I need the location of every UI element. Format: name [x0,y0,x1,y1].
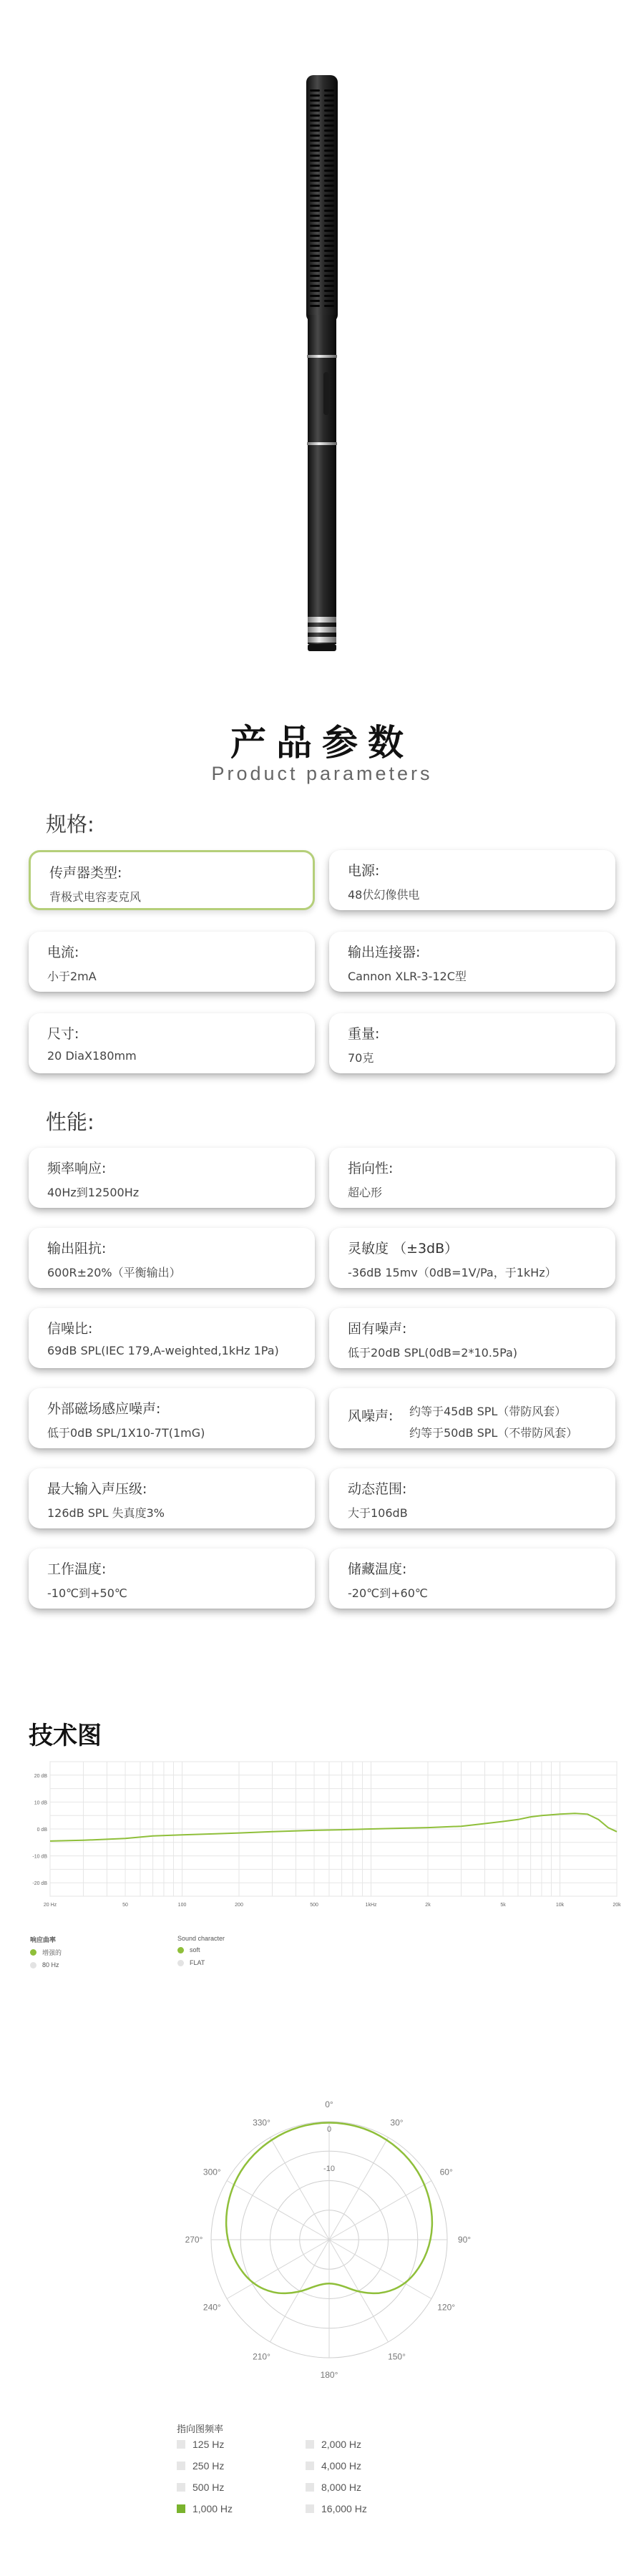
x-tick-label: 1kHz [365,1903,377,1908]
grille-slot [324,300,334,302]
grille-slot [310,195,320,197]
perf-value: -20℃到+60℃ [348,1586,428,1600]
perf-label: 指向性: [348,1161,394,1176]
legend-item[interactable] [177,1956,225,1969]
grille-slot [310,220,320,222]
grille-slot [324,285,334,287]
grille-slot [324,205,334,207]
perf-card-snr[interactable] [29,1308,315,1368]
spec-card-connector[interactable] [329,932,615,992]
ring-label: -10 [323,2165,335,2173]
y-tick-label: 20 dB [34,1773,47,1779]
grille-slot [310,255,320,257]
polar-spoke [227,2240,329,2299]
checkbox-icon [177,2462,185,2470]
perf-label: 信噪比: [47,1321,93,1337]
checkbox-checked-icon [177,2504,185,2513]
spec-value: Cannon XLR-3-12C型 [348,970,467,983]
perf-card-wind-noise[interactable] [329,1388,615,1448]
tech-heading: 技术图 [29,1722,102,1750]
grille-slot [324,295,334,297]
legend-label: FLAT [190,1959,205,1966]
perf-value: 126dB SPL 失真度3% [47,1506,165,1520]
spec-label: 电源: [348,863,380,879]
grille-slot [324,250,334,252]
y-tick-label: -20 dB [32,1881,47,1887]
spec-card-current[interactable] [29,932,315,992]
checkbox-icon [306,2440,314,2449]
perf-label: 频率响应: [47,1161,107,1176]
perf-label: 固有噪声: [348,1321,407,1337]
page-subtitle: Product parameters [211,763,433,784]
legend-item[interactable] [30,1946,62,1958]
legend-label: 80 Hz [42,1961,59,1968]
grille-slot [324,190,334,192]
polar-freq-label: 2,000 Hz [321,2439,362,2450]
polar-freq-option[interactable] [177,2482,224,2493]
grille-slot [310,285,320,287]
grille-slot [310,114,320,117]
grille-slot [324,125,334,127]
angle-label: 60° [439,2167,453,2177]
perf-value: 超心形 [348,1186,383,1199]
spec-label: 电流: [47,945,79,960]
perf-label: 输出阻抗: [47,1241,107,1257]
angle-label: 180° [320,2370,338,2380]
grille-slot [310,290,320,292]
polar-freq-option[interactable] [306,2482,361,2493]
grille-slot [310,109,320,112]
grille-slot [324,275,334,277]
grille-slot [324,160,334,162]
legend-item[interactable] [177,1943,225,1956]
grille-slot [324,260,334,262]
grille-slot [324,290,334,292]
spec-card-power[interactable] [329,850,615,910]
perf-value: 600R±20%（平衡输出） [47,1266,181,1279]
legend-title: 响应曲率 [30,1936,57,1943]
grille-slot [310,135,320,137]
grille-slot [310,125,320,127]
grille-slot [310,180,320,182]
grille-slot [324,230,334,232]
grille-slot [324,155,334,157]
perf-card-frequency[interactable] [29,1148,315,1208]
grille-slot [310,260,320,262]
perf-value: -36dB 15mv（0dB=1V/Pa，于1kHz） [348,1266,557,1279]
perf-card-operating-temp[interactable] [29,1548,315,1609]
spec-card-size[interactable] [29,1013,315,1073]
grille-slot [310,130,320,132]
legend-label: soft [190,1946,200,1953]
grille-slot [310,185,320,187]
spec-label: 传声器类型: [49,865,122,881]
polar-spoke [329,2137,389,2240]
polar-freq-option[interactable] [306,2503,367,2514]
perf-label: 灵敏度 （±3dB） [348,1241,459,1257]
grille-slot [310,270,320,272]
polar-freq-option[interactable] [177,2439,224,2450]
grille-slot [310,205,320,207]
radio-off-icon [30,1962,36,1968]
spec-value: 48伏幻像供电 [348,888,420,902]
grille-slot [324,99,334,102]
perf-value: 大于106dB [348,1506,408,1520]
grille-slot [324,135,334,137]
grille-slot [310,155,320,157]
grille-slot [324,130,334,132]
x-tick-label: 10k [555,1903,565,1908]
angle-label: 90° [457,2235,472,2245]
grille-slot [310,165,320,167]
grille-slot [310,200,320,202]
checkbox-icon [306,2462,314,2470]
perf-label: 最大输入声压级: [47,1481,147,1497]
grille-slot [310,240,320,242]
grille-slot [310,275,320,277]
grille-slot [324,255,334,257]
grille-slot [324,140,334,142]
grille-slot [324,305,334,307]
polar-freq-label: 4,000 Hz [321,2460,362,2472]
ring-label: 0 [326,2125,332,2134]
spec-card-weight[interactable] [329,1013,615,1073]
perf-value: -10℃到+50℃ [47,1586,127,1600]
perf-card-storage-temp[interactable] [329,1548,615,1609]
grille-slot [324,215,334,217]
x-tick-label: 20k [613,1903,621,1908]
perf-value-line1: 约等于45dB SPL（带防风套） [409,1405,567,1418]
grille-slot [324,94,334,97]
x-tick-label: 2k [425,1903,431,1908]
grille-slot [310,175,320,177]
perf-label: 工作温度: [47,1561,107,1577]
grille-slot [324,245,334,247]
grille-slot [310,300,320,302]
perf-card-self-noise[interactable] [329,1308,615,1368]
grille-slot [310,119,320,122]
x-tick-label: 5k [500,1903,506,1908]
angle-label: 330° [253,2117,270,2128]
grille-slot [324,165,334,167]
y-tick-label: 10 dB [34,1800,47,1806]
angle-label: 240° [203,2302,221,2313]
polar-freq-label: 16,000 Hz [321,2503,367,2514]
angle-label: 210° [253,2351,270,2362]
polar-spoke [270,2137,330,2240]
grille-slot [324,220,334,222]
grille-slot [324,175,334,177]
y-tick-label: 0 dB [36,1828,47,1833]
perf-value-line2: 约等于50dB SPL（不带防风套） [409,1426,578,1440]
polar-freq-label: 125 Hz [192,2439,225,2450]
checkbox-icon [177,2440,185,2449]
legend-label: 增强的 [42,1948,62,1956]
grille-slot [310,230,320,232]
spec-value: 小于2mA [47,970,97,983]
perf-card-sensitivity[interactable] [329,1228,615,1288]
grille-slot [324,185,334,187]
angle-label: 120° [437,2302,456,2313]
perf-value: 69dB SPL(IEC 179,A-weighted,1kHz 1Pa) [47,1344,279,1357]
polar-pattern-chart [179,2089,479,2390]
polar-freq-label: 1,000 Hz [192,2503,233,2514]
response-legend [30,1935,62,1971]
grille-slot [324,104,334,107]
grille-slot [310,150,320,152]
angle-label: 270° [185,2235,203,2245]
grille-slot [324,195,334,197]
grille-slot [324,170,334,172]
grille-slot [324,280,334,282]
grille-slot [310,280,320,282]
angle-label: 30° [390,2117,404,2128]
radio-off-icon [177,1960,184,1966]
grille-slot [324,210,334,212]
grille-slot [324,145,334,147]
spec-heading: 规格: [46,812,94,836]
perf-heading: 性能: [46,1110,94,1134]
polar-freq-option[interactable] [306,2439,361,2450]
x-tick-label: 50 [122,1903,128,1908]
perf-label: 外部磁场感应噪声: [47,1401,161,1417]
grille-slot [324,150,334,152]
perf-label: 动态范围: [348,1481,407,1497]
legend-item[interactable] [30,1958,62,1971]
grille-slot [310,99,320,102]
grille-slot [310,104,320,107]
grille-slot [310,245,320,247]
x-tick-label: 20 Hz [43,1903,57,1908]
grille-slot [324,265,334,267]
page-title: 产品参数 [230,722,414,763]
perf-card-polar-pattern[interactable] [329,1148,615,1208]
grille-slot [324,180,334,182]
grille-slot [310,235,320,237]
angle-label: 150° [388,2351,406,2362]
polar-freq-option[interactable] [306,2460,361,2472]
perf-label: 储藏温度: [348,1561,407,1577]
grille-slot [324,240,334,242]
spec-card-mic-type[interactable] [29,850,315,910]
grille-slot [324,270,334,272]
grille-slot [310,140,320,142]
grille-slot [310,295,320,297]
grille-slot [324,109,334,112]
grille-slot [310,94,320,97]
spec-label: 尺寸: [47,1026,79,1042]
grille-slot [324,119,334,122]
perf-card-magnetic-noise[interactable] [29,1388,315,1448]
checkbox-icon [306,2504,314,2513]
polar-freq-option[interactable] [177,2503,233,2514]
legend-title: Sound character [177,1935,225,1942]
polar-spoke [329,2240,431,2299]
perf-card-max-spl[interactable] [29,1468,315,1528]
perf-value: 低于0dB SPL/1X10-7T(1mG) [47,1426,205,1440]
grille-slot [310,170,320,172]
polar-freq-option[interactable] [177,2460,224,2472]
spec-value: 70克 [348,1051,374,1065]
spec-label: 重量: [348,1026,380,1042]
polar-freq-label: 8,000 Hz [321,2482,362,2493]
angle-label: 300° [203,2167,221,2177]
perf-value: 40Hz到12500Hz [47,1186,140,1199]
y-tick-label: -10 dB [32,1854,47,1860]
x-tick-label: 500 [310,1903,318,1908]
polar-freq-label: 250 Hz [192,2460,225,2472]
polar-spoke [227,2181,329,2240]
grille-slot [310,305,320,307]
spec-value: 背极式电容麦克风 [49,890,142,904]
grille-slot [310,265,320,267]
perf-card-impedance[interactable] [29,1228,315,1288]
checkbox-icon [177,2483,185,2492]
x-tick-label: 200 [235,1903,243,1908]
perf-card-dynamic-range[interactable] [329,1468,615,1528]
radio-on-icon [30,1949,36,1956]
grille-slot [310,190,320,192]
perf-value: 低于20dB SPL(0dB=2*10.5Pa) [348,1346,518,1360]
spec-value: 20 DiaX180mm [47,1049,137,1063]
grille-slot [324,235,334,237]
polar-spoke [329,2181,431,2240]
grille-slot [324,89,334,92]
sound-character-legend [177,1935,225,1969]
polar-freq-label: 500 Hz [192,2482,225,2493]
perf-label: 风噪声: [348,1408,394,1424]
x-tick-label: 100 [177,1903,187,1908]
frequency-response-chart [29,1753,623,1918]
polar-frequency-title: 指向图频率 [177,2424,224,2435]
grille-slot [310,250,320,252]
grille-slot [324,225,334,227]
grille-slot [324,200,334,202]
grille-slot [324,114,334,117]
spec-label: 输出连接器: [348,945,421,960]
grille-slot [310,215,320,217]
grille-slot [310,210,320,212]
grille-slot [310,145,320,147]
grille-slot [310,160,320,162]
angle-label: 0° [325,2099,333,2109]
radio-on-icon [177,1947,184,1953]
checkbox-icon [306,2483,314,2492]
microphone-image [0,0,644,665]
grille-slot [310,225,320,227]
grille-slot [310,89,320,92]
